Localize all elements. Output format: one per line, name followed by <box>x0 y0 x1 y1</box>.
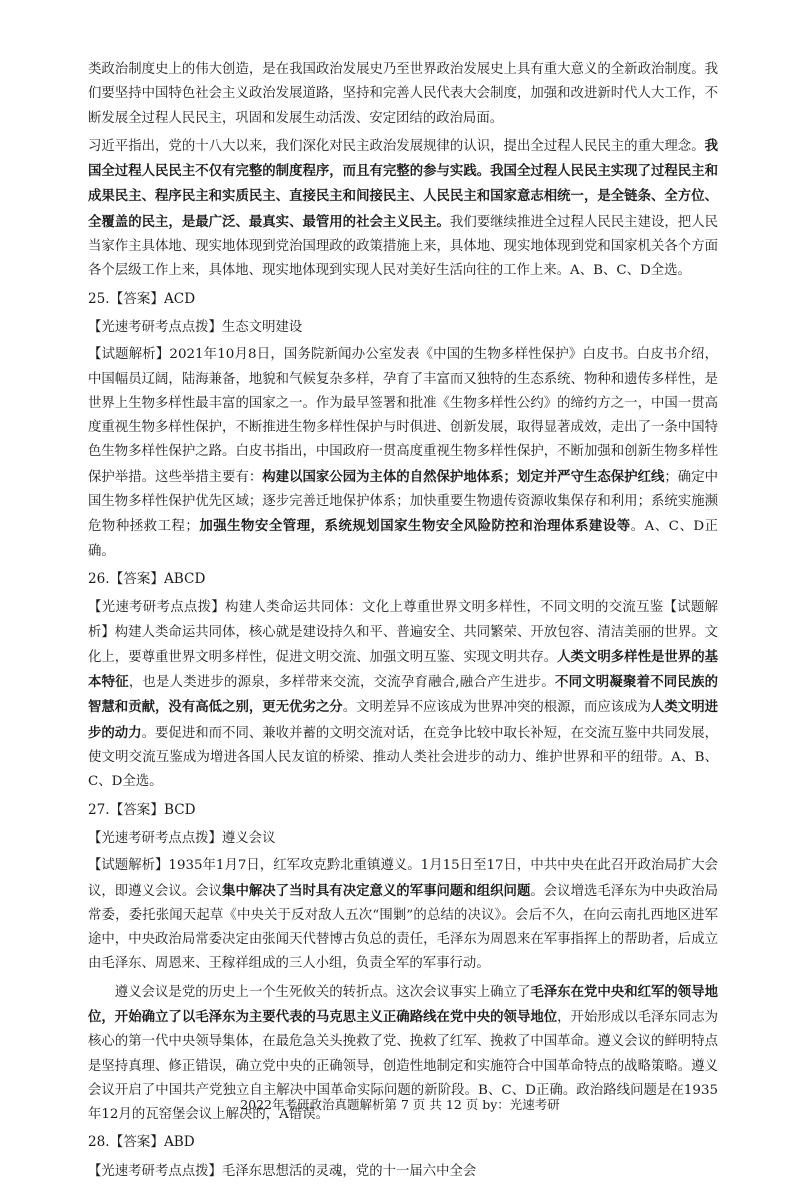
bold-text: 不同文明凝聚着不同民族的智慧和贡献，没有高低之别，更无优劣之分 <box>88 674 719 716</box>
text-run: 26.【答案】ABCD <box>88 570 206 587</box>
document-body <box>88 58 718 1187</box>
bold-text: 人类文明多样性是世界的基本特征 <box>88 648 718 691</box>
bold-text: 加强生物安全管理，系统规划国家生物安全风险防控和治理体系建设等 <box>198 518 631 535</box>
paragraph <box>88 1160 718 1184</box>
text-run: 我们要继续推进全过程人民民主建设，把人民当家作主具体地、现实地体现到党治国理政的政策措施上来，具体地、现实地体现到党和国家机关各个方面各个层级工作上来，具体地、现实地体现到实现人民对美好生活向往的工作上来。A、B、C、D全选。 <box>88 214 718 279</box>
answer-line <box>88 798 718 822</box>
paragraph <box>88 134 718 284</box>
paragraph <box>88 58 718 131</box>
answer-line <box>88 287 718 311</box>
page-footer: 2022年考研政治真题解析第 7 页 共 12 页 by：光速考研 <box>240 1097 560 1112</box>
paragraph <box>88 827 718 851</box>
text-run: 【光速考研考点点拨】构建人类命运共同体：文化上尊重世界文明多样性，不同文明的交流互鉴【试题解析】构建人类命运共同体，核心就是建设持久和平、普遍安全、共同繁荣、开放包容、清洁美丽的世界。文化上，要尊重世界文明多样性，促进文明交流、加强文明互鉴、实现文明共存。 <box>88 600 718 665</box>
paragraph <box>88 854 718 976</box>
text-run: 【光速考研考点点拨】遵义会议 <box>88 830 276 846</box>
text-run: 【光速考研考点点拨】毛泽东思想活的灵魂，党的十一届六中全会 <box>88 1163 477 1179</box>
bold-text: 解决了当时具有决定意义的军事问题和组织问题 <box>248 882 531 899</box>
paragraph <box>88 343 718 564</box>
paragraph <box>88 596 718 794</box>
paragraph <box>88 316 718 340</box>
text-run: 【光速考研考点点拨】生态文明建设 <box>88 319 303 335</box>
bold-text: 我国全过程人民民主不仅有完整的制度程序，而且有完整的参与实践。我国全过程人民民主实现了过程民主和成果民主、程序民主和实质民主、直接民主和间接民主、人民民主和国家意志相统一，是全链条、全方位、全覆盖的民主，是最广泛、最真实、最管用的社会主义民主。 <box>88 137 718 230</box>
text-run: ，也是人类进步的源泉，多样带来交流，交流孕育融合,融合产生进步。 <box>128 675 555 691</box>
bold-text: 构建以国家公园为主体的自然保护地体系；划定并严守生态保护红线 <box>262 468 665 485</box>
text-run: 28.【答案】ABD <box>88 1134 195 1151</box>
text-run: ；确定中国生物多样性保护优先区域；逐步完善迁地保护体系；加快重要生物遗传资源收集保存和利用；系统实施濒危物种拯救工程； <box>88 469 719 535</box>
text-run: 25.【答案】ACD <box>88 290 196 307</box>
text-run: 。A、C、D正确。 <box>88 519 719 559</box>
text-run: 【试题解析】1935年1月7日，红军攻克黔北重镇遵义。1月15日至17日，中共中央在此召开政治局扩大会议，即遵义会议。会议 <box>88 858 718 899</box>
text-run: 27.【答案】BCD <box>88 801 196 818</box>
text-run: 【试题解析】2021年10月8日，国务院新闻办公室发表《中国的生物多样性保护》白皮书。白皮书介绍，中国幅员辽阔，陆海兼备，地貌和气候复杂多样，孕育了丰富而又独特的生态系统、物种和遗传多样性，是世界上生物多样性最丰富的国家之一。作为最早签署和批准《生物多样性公约》的缔约方之一，中国一贯高度重视生物多样性保护，不断推进生物多样性保护与时俱进、创新发展，取得显著成效，走出了一条中国特色生物多样性保护之路。白皮书指出，中国政府一贯高度重视生物多样性保护，不断加强和创新生物多样性保护举措。这些举措主要有： <box>88 347 718 485</box>
bold-text: 集中 <box>222 882 249 899</box>
bold-text: 人类文明进步的动力 <box>88 699 719 741</box>
text-run: 。会议增选毛泽东为中央政治局常委，委托张闻天起草《中央关于反对敌人五次“围剿”的总结的决议》。会后不久，在向云南扎西地区进军途中，中央政治局常委决定由张闻天代替博古负总的责任，毛泽东为周恩来在军事指挥上的帮助者，后成立由毛泽东、周恩来、王稼祥组成的三人小组，负责全军的军事行动。 <box>88 883 719 972</box>
answer-line <box>88 1130 718 1154</box>
text-run: 。要促进和而不同、兼收并蓄的文明交流对话，在竞争比较中取长补短，在交流互鉴中共同发展，使文明交流互鉴成为增进各国人民友谊的桥梁、推动人类社会进步的动力、维护世界和平的纽带。A、B、C、D全选。 <box>88 725 719 790</box>
bold-text: 毛泽东在党中央和红军的领导地位，开始确立了以毛泽东为主要代表的马克思主义正确路线在党中央的领导地位 <box>88 983 719 1025</box>
text-run: 习近平指出，党的十八大以来，我们深化对民主政治发展规律的认识，提出全过程人民民主的重大理念。 <box>88 138 705 154</box>
text-run: 类政治制度史上的伟大创造，是在我国政治发展史乃至世界政治发展史上具有重大意义的全新政治制度。我们要坚持中国特色社会主义政治发展道路，坚持和完善人民代表大会制度，加强和改进新时代人大工作，不断发展全过程人民民主，巩固和发展生动活泼、安定团结的政治局面。 <box>88 62 718 126</box>
text-run: ，开始形成以毛泽东同志为核心的第一代中央领导集体，在最危急关头挽救了党、挽救了红军、挽救了中国革命。遵义会议的鲜明特点是坚持真理、修正错误，确立党中央的正确领导，创造性地制定和实施符合中国革命特点的战略策略。遵义会议开启了中国共产党独立自主解决中国革命实际问题的新阶段。B、C、D正确。政治路线问题是在1935年12月的瓦窑堡会议上解决的，A错误。 <box>88 1009 718 1123</box>
text-run: 遵义会议是党的历史上一个生死攸关的转折点。这次会议事实上确立了 <box>114 984 531 1000</box>
answer-line <box>88 567 718 591</box>
text-run: 。文明差异不应该成为世界冲突的根源，而应该成为 <box>342 700 651 716</box>
